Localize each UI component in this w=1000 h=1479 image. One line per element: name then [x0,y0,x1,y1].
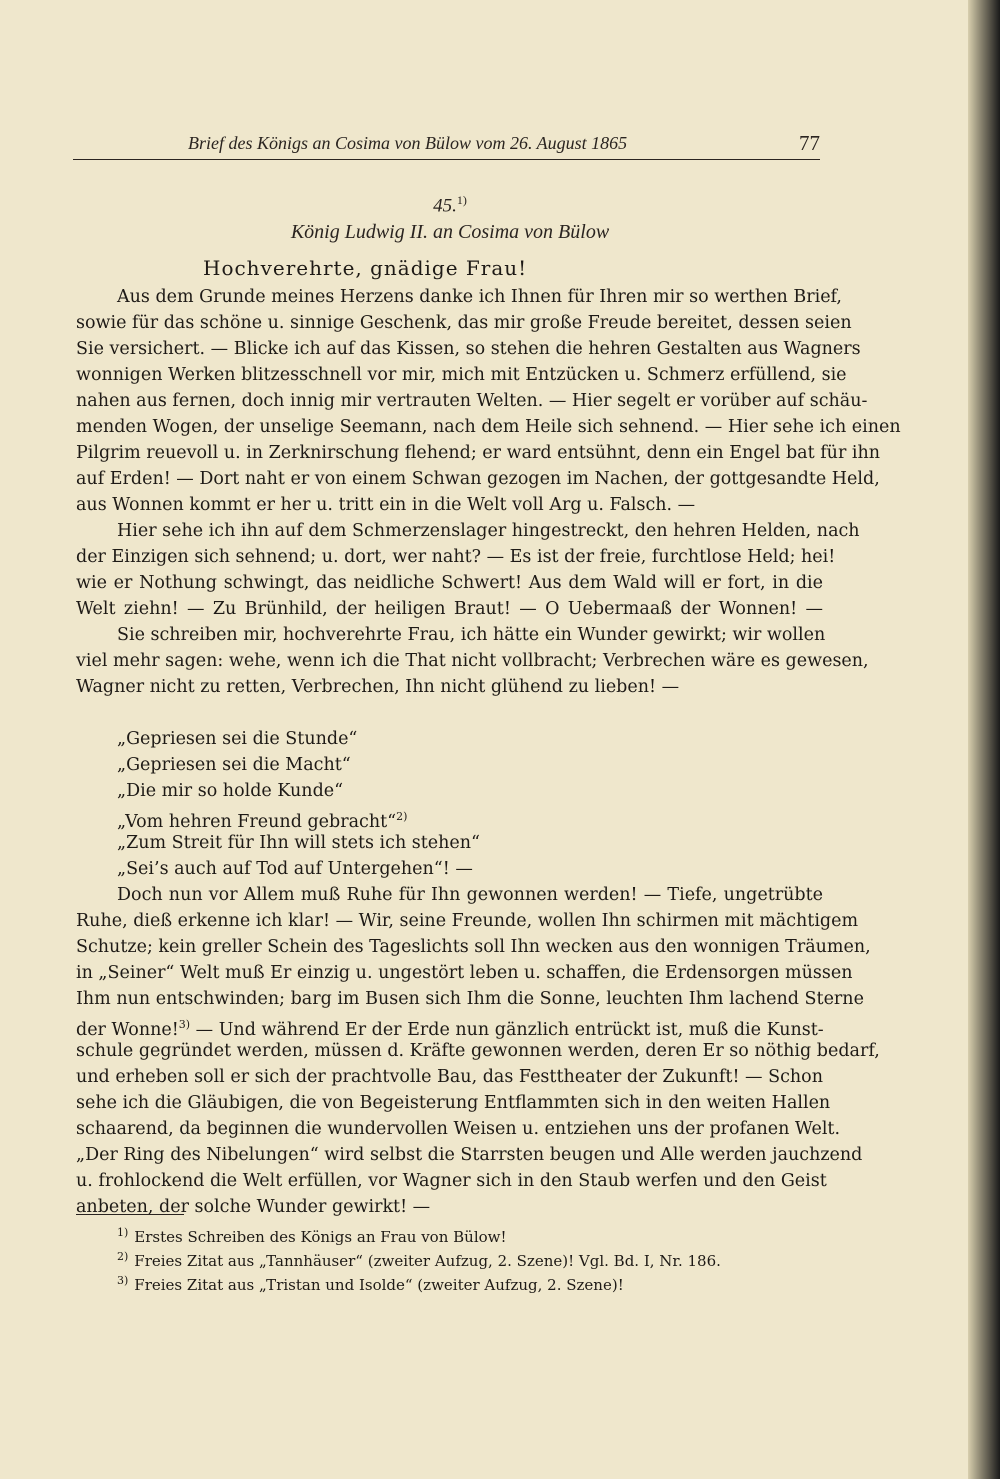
salutation: Hochverehrte, gnädige Frau! [203,256,528,280]
body-line: und erheben soll er sich der prachtvolle Bau, das Festtheater der Zukunft! — Schon [76,1067,823,1087]
body-line: Sie schreiben mir, hochverehrte Frau, ich hätte ein Wunder gewirkt; wir wollen [117,625,826,645]
running-header [73,131,820,160]
body-line: „Der Ring des Nibelungen“ wird selbst die Starrsten beugen und Alle werden jauchzend [76,1145,863,1165]
footnote-text: Freies Zitat aus „Tannhäuser“ (zweiter Aufzug, 2. Szene)! Vgl. Bd. I, Nr. 186. [134,1252,721,1270]
body-line: nahen aus fernen, doch innig mir vertrauten Welten. — Hier segelt er vorüber auf schäu- [76,391,868,411]
verse-line: „Sei’s auch auf Tod auf Untergehen“! — [117,859,473,879]
letter-number-footnote-ref: 1) [456,193,467,207]
body-line: Aus dem Grunde meines Herzens danke ich Ihnen für Ihren mir so werthen Brief, [117,287,842,307]
body-line: wonnigen Werken blitzesschnell vor mir, mich mit Entzücken u. Schmerz erfüllend, sie [76,365,847,385]
letter-number [0,193,900,217]
body-line: Sie versichert. — Blicke ich auf das Kissen, so stehen die hehren Gestalten aus Wagners [76,339,861,359]
body-line: Hier sehe ich ihn auf dem Schmerzenslager hingestreckt, den hehren Helden, nach [117,521,860,541]
footnote-mark: 3) [117,1274,129,1287]
running-title: Brief des Königs an Cosima von Bülow vom 26. August 1865 [188,133,628,153]
body-line: der Einzigen sich sehnend; u. dort, wer naht? — Es ist der freie, furchtlose Held; hei! [76,547,836,567]
body-line: wie er Nothung schwingt, das neidliche Schwert! Aus dem Wald will er fort, in die [76,573,823,593]
body-line: u. frohlockend die Welt erfüllen, vor Wagner sich in den Staub werfen und den Geist [76,1171,827,1191]
footnote [117,1246,721,1272]
body-footnote-ref: 3) [178,1018,191,1031]
verse-footnote-ref: 2) [396,810,408,823]
footnote-text: Freies Zitat aus „Tristan und Isolde“ (zweiter Aufzug, 2. Szene)! [134,1276,624,1294]
body-line: in „Seiner“ Welt muß Er einzig u. ungestört leben u. schaffen, die Erdensorgen müssen [76,963,853,983]
verse-line: „Die mir so holde Kunde“ [117,781,344,801]
body-line: Ihm nun entschwinden; barg im Busen sich Ihm die Sonne, leuchten Ihm lachend Sterne [76,989,864,1009]
body-line: sehe ich die Gläubigen, die von Begeisterung Entflammten sich in den weiten Hallen [76,1093,831,1113]
body-line: Schutze; kein greller Schein des Tageslichts soll Ihn wecken aus den wonnigen Träumen, [76,937,871,957]
body-text: der Wonne! [76,1019,179,1040]
verse-line: „Zum Streit für Ihn will stets ich stehen“ [117,833,481,853]
body-line: sowie für das schöne u. sinnige Geschenk, das mir große Freude bereitet, dessen seien [76,313,852,333]
body-line: aus Wonnen kommt er her u. tritt ein in die Welt voll Arg u. Falsch. — [76,495,696,515]
footnote-text: Erstes Schreiben des Königs an Frau von Bülow! [134,1228,507,1246]
body-line: Wagner nicht zu retten, Verbrechen, Ihn nicht glühend zu lieben! — [76,677,680,697]
body-line: Doch nun vor Allem muß Ruhe für Ihn gewonnen werden! — Tiefe, ungetrübte [117,885,823,905]
verse-line: „Gepriesen sei die Macht“ [117,755,351,775]
body-line: Welt ziehn! — Zu Brünhild, der heiligen Braut! — O Uebermaaß der Wonnen! — [76,599,823,619]
body-line: schaarend, da beginnen die wundervollen Weisen u. entziehen uns der profanen Welt. [76,1119,841,1139]
body-line: schule gegründet werden, müssen d. Kräfte gewonnen werden, deren Er so nöthig bedarf, [76,1041,880,1061]
body-line: Pilgrim reuevoll u. in Zerknirschung flehend; er ward entsühnt, denn ein Engel bat für ihn [76,443,881,463]
letter-number-text: 45. [433,195,457,217]
footnote-mark: 2) [117,1250,129,1263]
body-line: anbeten, der solche Wunder gewirkt! — [76,1197,431,1217]
footnote [117,1222,507,1248]
body-line: Ruhe, dieß erkenne ich klar! — Wir, seine Freunde, wollen Ihn schirmen mit mächtigem [76,911,859,931]
verse-line: „Gepriesen sei die Stunde“ [117,729,358,749]
footnote-mark: 1) [117,1226,129,1239]
verse-text: „Vom hehren Freund gebracht“ [117,811,397,832]
body-line: auf Erden! — Dort naht er von einem Schwan gezogen im Nachen, der gottgesandte Held, [76,469,880,489]
page-edge-shadow [968,0,1000,1479]
body-line: viel mehr sagen: wehe, wenn ich die That nicht vollbracht; Verbrechen wäre es gewesen, [76,651,869,671]
letter-title: König Ludwig II. an Cosima von Bülow [290,221,610,243]
body-line: menden Wogen, der unselige Seemann, nach dem Heile sich sehnend. — Hier sehe ich einen [76,417,901,437]
footnote-divider [76,1214,184,1215]
body-text: — Und während Er der Erde nun gänzlich entrückt ist, muß die Kunst- [190,1019,824,1040]
footnote [117,1270,624,1296]
page-number: 77 [799,131,820,155]
